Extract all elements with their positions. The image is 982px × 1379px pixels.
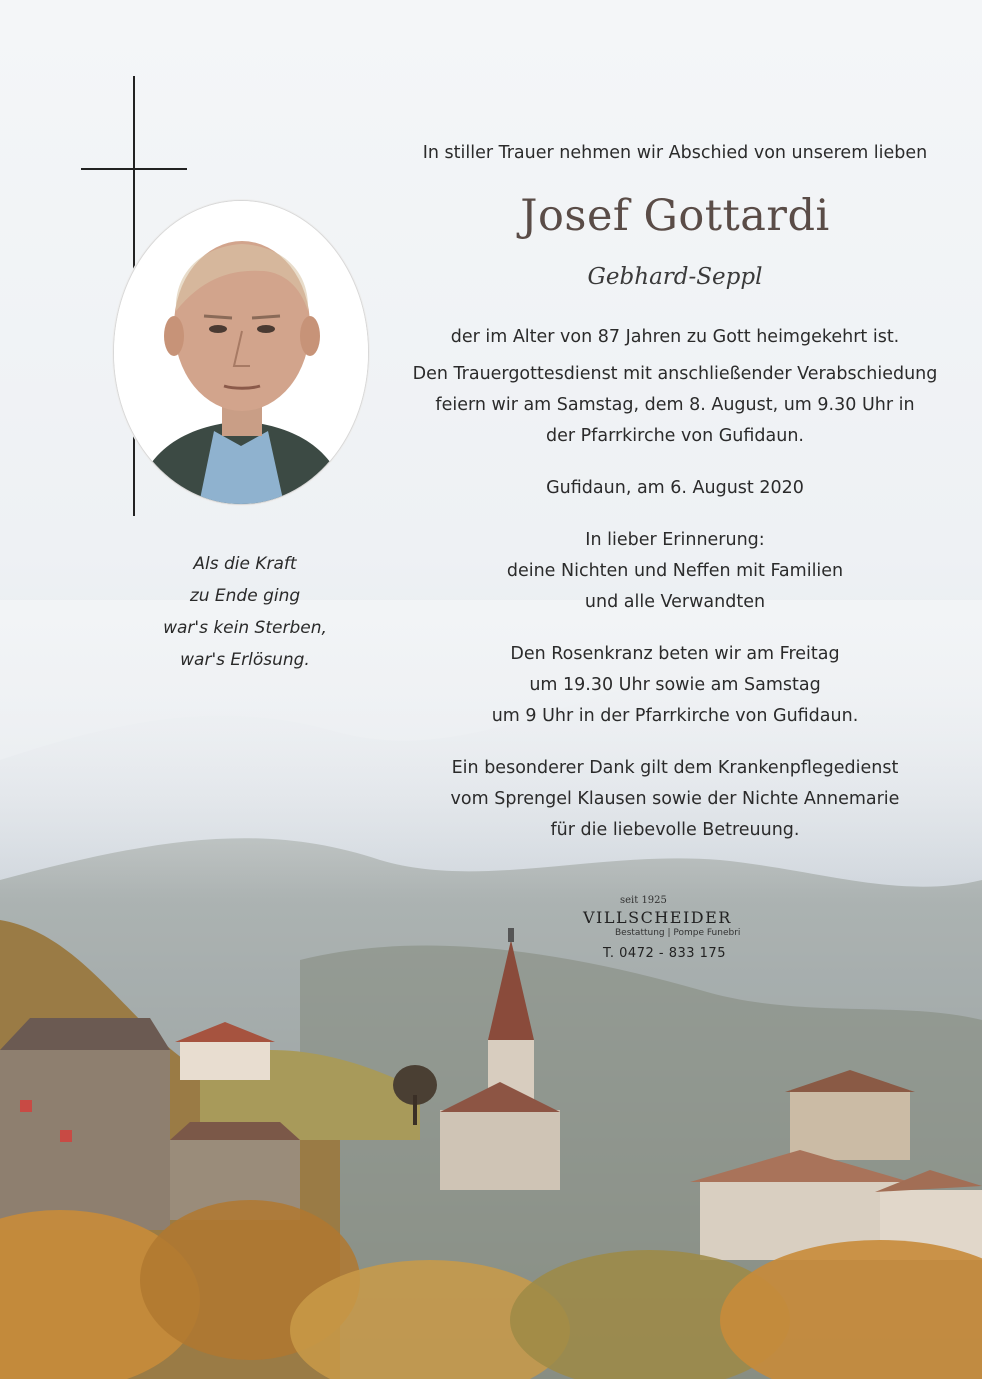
thanks-line: Ein besonderer Dank gilt dem Krankenpflegedienst xyxy=(451,758,899,778)
portrait-photo xyxy=(113,200,369,505)
quote-line: zu Ende ging xyxy=(189,586,301,606)
funeral-home-name: VILLSCHEIDER xyxy=(583,908,732,927)
memorial-quote xyxy=(120,548,370,676)
cross-horizontal-line xyxy=(81,168,187,170)
remembrance-paragraph xyxy=(380,525,970,618)
remembrance-line: und alle Verwandten xyxy=(584,592,766,612)
deceased-name: Josef Gottardi xyxy=(520,191,830,241)
quote-line: war's kein Sterben, xyxy=(163,618,327,638)
service-paragraph xyxy=(380,359,970,452)
rosary-line: um 19.30 Uhr sowie am Samstag xyxy=(529,675,821,695)
place-date: Gufidaun, am 6. August 2020 xyxy=(546,478,804,498)
funeral-home-subtitle: Bestattung | Pompe Funebri xyxy=(615,928,741,938)
service-line: feiern wir am Samstag, dem 8. August, um 9.30 Uhr in xyxy=(435,395,915,415)
rosary-paragraph xyxy=(380,639,970,732)
age-line: der im Alter von 87 Jahren zu Gott heimgekehrt ist. xyxy=(450,327,900,347)
deceased-nickname: Gebhard-Seppl xyxy=(587,264,763,290)
rosary-line: Den Rosenkranz beten wir am Freitag xyxy=(510,644,840,664)
funeral-home-since: seit 1925 xyxy=(620,895,667,906)
thanks-line: für die liebevolle Betreuung. xyxy=(550,820,800,840)
rosary-line: um 9 Uhr in der Pfarrkirche von Gufidaun. xyxy=(491,706,859,726)
quote-line: war's Erlösung. xyxy=(180,650,310,670)
funeral-home-block xyxy=(583,895,763,961)
announcement-text xyxy=(380,138,970,846)
service-line: der Pfarrkirche von Gufidaun. xyxy=(546,426,804,446)
thanks-line: vom Sprengel Klausen sowie der Nichte Annemarie xyxy=(450,789,900,809)
quote-line: Als die Kraft xyxy=(193,554,297,574)
service-line: Den Trauergottesdienst mit anschließender Verabschiedung xyxy=(412,364,938,384)
thanks-paragraph xyxy=(380,753,970,846)
intro-line: In stiller Trauer nehmen wir Abschied von unserem lieben xyxy=(422,143,928,163)
funeral-home-phone: T. 0472 - 833 175 xyxy=(603,946,726,961)
remembrance-line: deine Nichten und Neffen mit Familien xyxy=(506,561,844,581)
portrait-person-icon xyxy=(114,201,368,504)
remembrance-line: In lieber Erinnerung: xyxy=(585,530,765,550)
